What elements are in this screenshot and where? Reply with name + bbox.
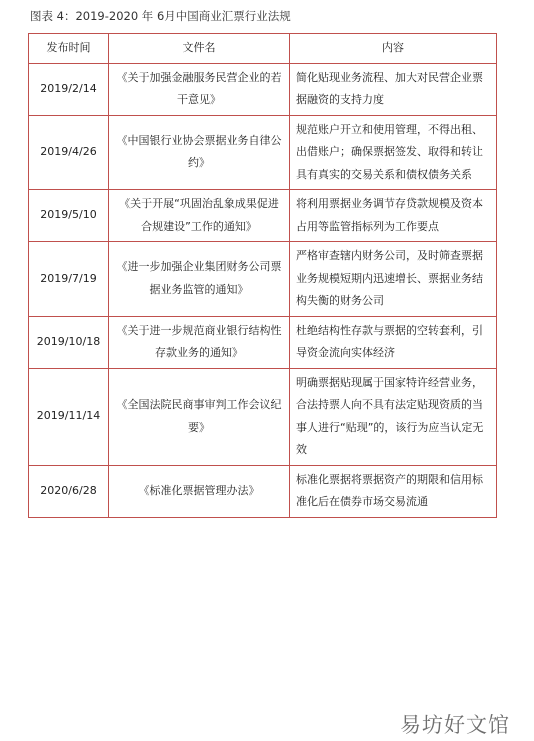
figure-caption: 图表 4：2019-2020 年 6月中国商业汇票行业法规 [30,9,291,23]
row-doc: 《关于进一步规范商业银行结构性存款业务的通知》 [109,316,290,368]
row-date: 2020/6/28 [29,465,109,517]
row-date: 2019/4/26 [29,115,109,190]
row-doc: 《中国银行业协会票据业务自律公约》 [109,115,290,190]
row-doc: 《进一步加强企业集团财务公司票据业务监管的通知》 [109,242,290,317]
row-content: 将利用票据业务调节存贷款规模及资本占用等监管指标列为工作要点 [290,190,497,242]
table-header-row [29,34,497,64]
row-date: 2019/10/18 [29,316,109,368]
table-row [29,190,497,242]
row-doc: 《关于加强金融服务民营企业的若干意见》 [109,63,290,115]
row-content: 简化贴现业务流程、加大对民营企业票据融资的支持力度 [290,63,497,115]
table-row [29,242,497,317]
watermark-logo: 易坊好文馆 [400,713,510,737]
row-doc: 《标准化票据管理办法》 [109,465,290,517]
row-content: 杜绝结构性存款与票据的空转套利，引导资金流向实体经济 [290,316,497,368]
row-doc: 《关于开展“巩固治乱象成果促进合规建设”工作的通知》 [109,190,290,242]
table-row [29,316,497,368]
table-row [29,368,497,465]
regulations-table [28,33,497,518]
row-content: 标准化票据将票据资产的期限和信用标准化后在债券市场交易流通 [290,465,497,517]
table-row [29,63,497,115]
header-content: 内容 [290,34,497,64]
row-date: 2019/5/10 [29,190,109,242]
header-date: 发布时间 [29,34,109,64]
header-doc: 文件名 [109,34,290,64]
row-doc: 《全国法院民商事审判工作会议纪要》 [109,368,290,465]
row-date: 2019/7/19 [29,242,109,317]
row-content: 规范账户开立和使用管理，不得出租、出借账户；确保票据签发、取得和转让具有真实的交易关系和债权债务关系 [290,115,497,190]
row-date: 2019/2/14 [29,63,109,115]
table-row [29,115,497,190]
row-content: 明确票据贴现属于国家特许经营业务，合法持票人向不具有法定贴现资质的当事人进行“贴现”的，该行为应当认定无效 [290,368,497,465]
row-date: 2019/11/14 [29,368,109,465]
row-content: 严格审查辖内财务公司，及时筛查票据业务规模短期内迅速增长、票据业务结构失衡的财务公司 [290,242,497,317]
table-row [29,465,497,517]
